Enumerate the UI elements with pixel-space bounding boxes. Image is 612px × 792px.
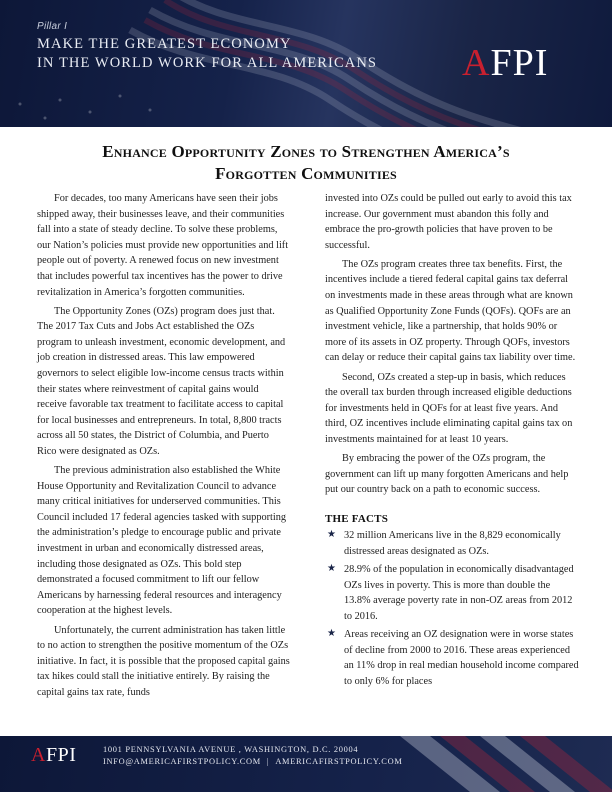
star-bullet-icon: ★ [327,563,336,575]
pillar-label: Pillar I [37,21,68,32]
fact-item [325,562,579,624]
document-title-line: Forgotten Communities [215,164,397,183]
afpi-logo [462,44,548,82]
body-paragraph: Unfortunately, the current administration has taken little to no action to strengthen the positive momentum of the OZs initiative. In fact, it is possible that the proposed capital gains tax hikes could stall the initiative entirely. By raising the capital gains tax rate, funds [37,624,290,698]
logo-letter-a: A [462,42,491,84]
document-title [40,141,572,185]
right-column [325,191,579,692]
body-paragraph: For decades, too many Americans have seen their jobs shipped away, their businesses leave, and their communities fall into a state of steady decline. To solve these problems, our Nation’s policies must provide new opportunities and lift people out of poverty. A renewed focus on new investment that includes powerful tax incentives has the power to drive revitalization in America’s forgotten communities. [37,193,289,298]
body-paragraph-continuation: invested into OZs could be pulled out early to avoid this tax increase. Our government must abandon this folly and embrace the pro-growth policies that have proven to be successful. [325,193,572,251]
footer-website-link[interactable]: AMERICAFIRSTPOLICY.COM [275,757,403,766]
footer-afpi-logo [31,744,76,767]
body-paragraph: By embracing the power of the OZs program, the government can lift up many forgotten Americans and help put our country back on a path to economic success. [325,453,569,496]
fact-item [325,627,579,689]
fact-text: 32 million Americans live in the 8,829 economically distressed areas designated as OZs. [344,530,561,557]
footer-email-link[interactable]: INFO@AMERICAFIRSTPOLICY.COM [103,757,261,766]
footer-logo-letters: FPI [45,744,77,766]
body-paragraph: The OZs program creates three tax benefits. First, the incentives include a tiered federal capital gains tax deferral on investments made in these areas through what are known as Qualified Opportunity Zone Funds (QOFs). QOFs are an investment vehicle, like a partnership, that holds 90% or more of its assets in OZ property. Through QOFs, investors can delay or reduce their capital gains tax liability over time. [325,258,576,364]
banner-title-line: MAKE THE GREATEST ECONOMY [37,36,292,52]
body-paragraph: The Opportunity Zones (OZs) program does just that. The 2017 Tax Cuts and Jobs Act established the OZs program to unleash investment, economic development, and job creation in distressed areas. This law empowered governors to select eligible low-income census tracts within their states where reinvestment of capital gains would receive favorable tax treatment to facilitate access to capital for local businesses and entrepreneurs. In total, 8,800 tracts across all 50 states, the District of Columbia, and Puerto Rico were designated as OZs. [37,305,286,457]
document-title-line: Enhance Opportunity Zones to Strengthen America’s [102,142,510,161]
logo-letters: FPI [490,42,549,84]
body-paragraph: The previous administration also established the White House Opportunity and Revitalization Council to advance many critical initiatives for underserved communities. This Council included 17 federal agencies tasked with supporting the administration’s pledge to encourage public and private investment in urban and economically distressed areas, including those designated as OZs. This bold step demonstrated a focused commitment to lift our fellow Americans by harnessing federal resources and interagency cooperation at the highest levels. [37,465,287,617]
footer-contact-line [103,757,402,766]
footer-logo-letter-a: A [31,744,46,766]
body-paragraph: Second, OZs created a step-up in basis, which reduces the overall tax burden through increased eligible deductions for investments held in QOFs for at least five years. And third, OZ incentives include eliminating capital gains tax on investments maintained for at least 10 years. [325,371,573,445]
fact-text: Areas receiving an OZ designation were in worse states of decline from 2000 to 2016. These areas experienced an 11% drop in real median household income compared to only 6% for places [344,628,579,687]
footer-banner [0,736,612,792]
banner-title [37,35,377,73]
fact-text: 28.9% of the population in economically disadvantaged OZs lives in poverty. This is more than double the 13.8% average poverty rate in non-OZ areas from 2012 to 2016. [344,564,574,622]
star-bullet-icon: ★ [327,627,336,639]
left-column [37,191,290,704]
banner-title-line: IN THE WORLD WORK FOR ALL AMERICANS [37,55,378,71]
footer-separator: | [266,757,270,766]
fact-item [325,528,579,559]
facts-heading: THE FACTS [325,512,389,525]
header-banner [0,0,612,127]
star-bullet-icon: ★ [327,529,336,541]
footer-address: 1001 PENNSYLVANIA AVENUE , WASHINGTON, D.C. 20004 [103,745,359,754]
